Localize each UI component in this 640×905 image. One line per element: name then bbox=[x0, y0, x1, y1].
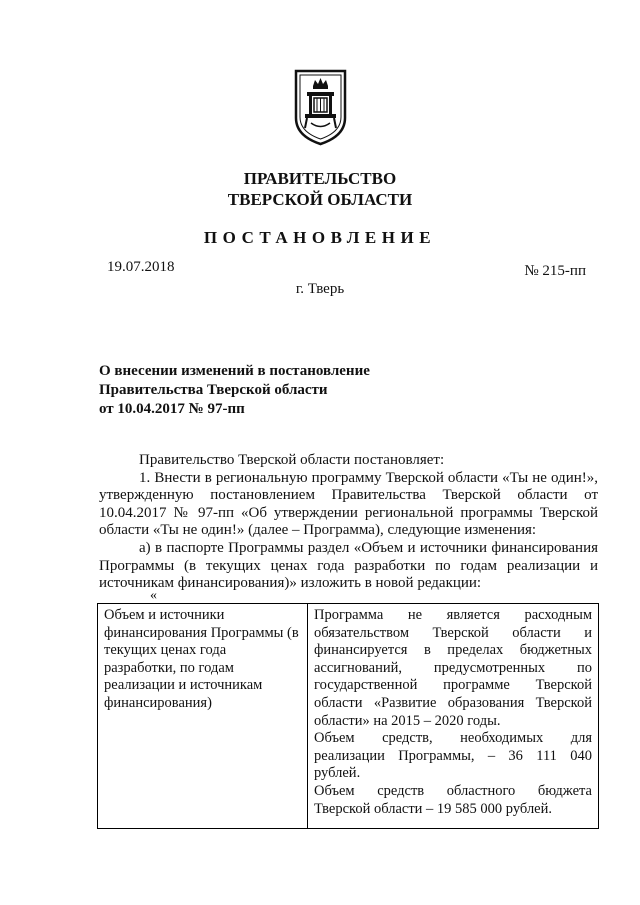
document-date: 19.07.2018 bbox=[107, 259, 175, 275]
coat-of-arms-icon bbox=[293, 68, 348, 146]
document-subject bbox=[99, 362, 370, 419]
right-paragraph-2: Объем средств, необходимых для реализации Программы, – 36 111 040 рублей. bbox=[314, 730, 592, 782]
subject-line1: О внесении изменений в постановление bbox=[99, 363, 370, 379]
passport-table bbox=[97, 603, 599, 829]
document-number: № 215-пп bbox=[524, 263, 586, 279]
table-left-cell: Объем и источники финансирования Программы (в текущих ценах года разработки, по годам реализации и источникам финансирования) bbox=[98, 604, 308, 829]
right-paragraph-3: Объем средств областного бюджета Тверской области – 19 585 000 рублей. bbox=[314, 782, 592, 817]
table-right-cell bbox=[308, 604, 599, 829]
right-paragraph-1: Программа не является расходным обязательством Тверской области и финансируется в пределах бюджетных ассигнований, предусмотренных по государственной программе Тверской области «Развитие образования Тверской области» на 2015 – 2020 годы. bbox=[314, 607, 592, 729]
subject-line3: от 10.04.2017 № 97-пп bbox=[99, 401, 245, 417]
document-type: ПОСТАНОВЛЕНИЕ bbox=[203, 228, 437, 247]
government-title-line2: ТВЕРСКОЙ ОБЛАСТИ bbox=[227, 190, 413, 209]
item1-paragraph: 1. Внести в региональную программу Тверской области «Ты не один!», утвержденную постановлением Правительства Тверской области от 10.04.2017 № 97-пп «Об утверждении региональной программы Тверской области «Ты не один!» (далее – Программа), следующие изменения: bbox=[99, 469, 598, 539]
document-city: г. Тверь bbox=[295, 281, 345, 297]
document-body bbox=[99, 452, 598, 593]
government-title-line1: ПРАВИТЕЛЬСТВО bbox=[243, 169, 397, 188]
subject-line2: Правительства Тверской области bbox=[99, 382, 328, 398]
item-a-paragraph: а) в паспорте Программы раздел «Объем и источники финансирования Программы (в текущих ценах года разработки по годам реализации и источникам финансирования)» изложить в новой редакции: bbox=[99, 539, 598, 592]
intro-paragraph: Правительство Тверской области постановляет: bbox=[139, 452, 445, 468]
table-row bbox=[98, 604, 599, 829]
open-quote: « bbox=[150, 588, 157, 603]
